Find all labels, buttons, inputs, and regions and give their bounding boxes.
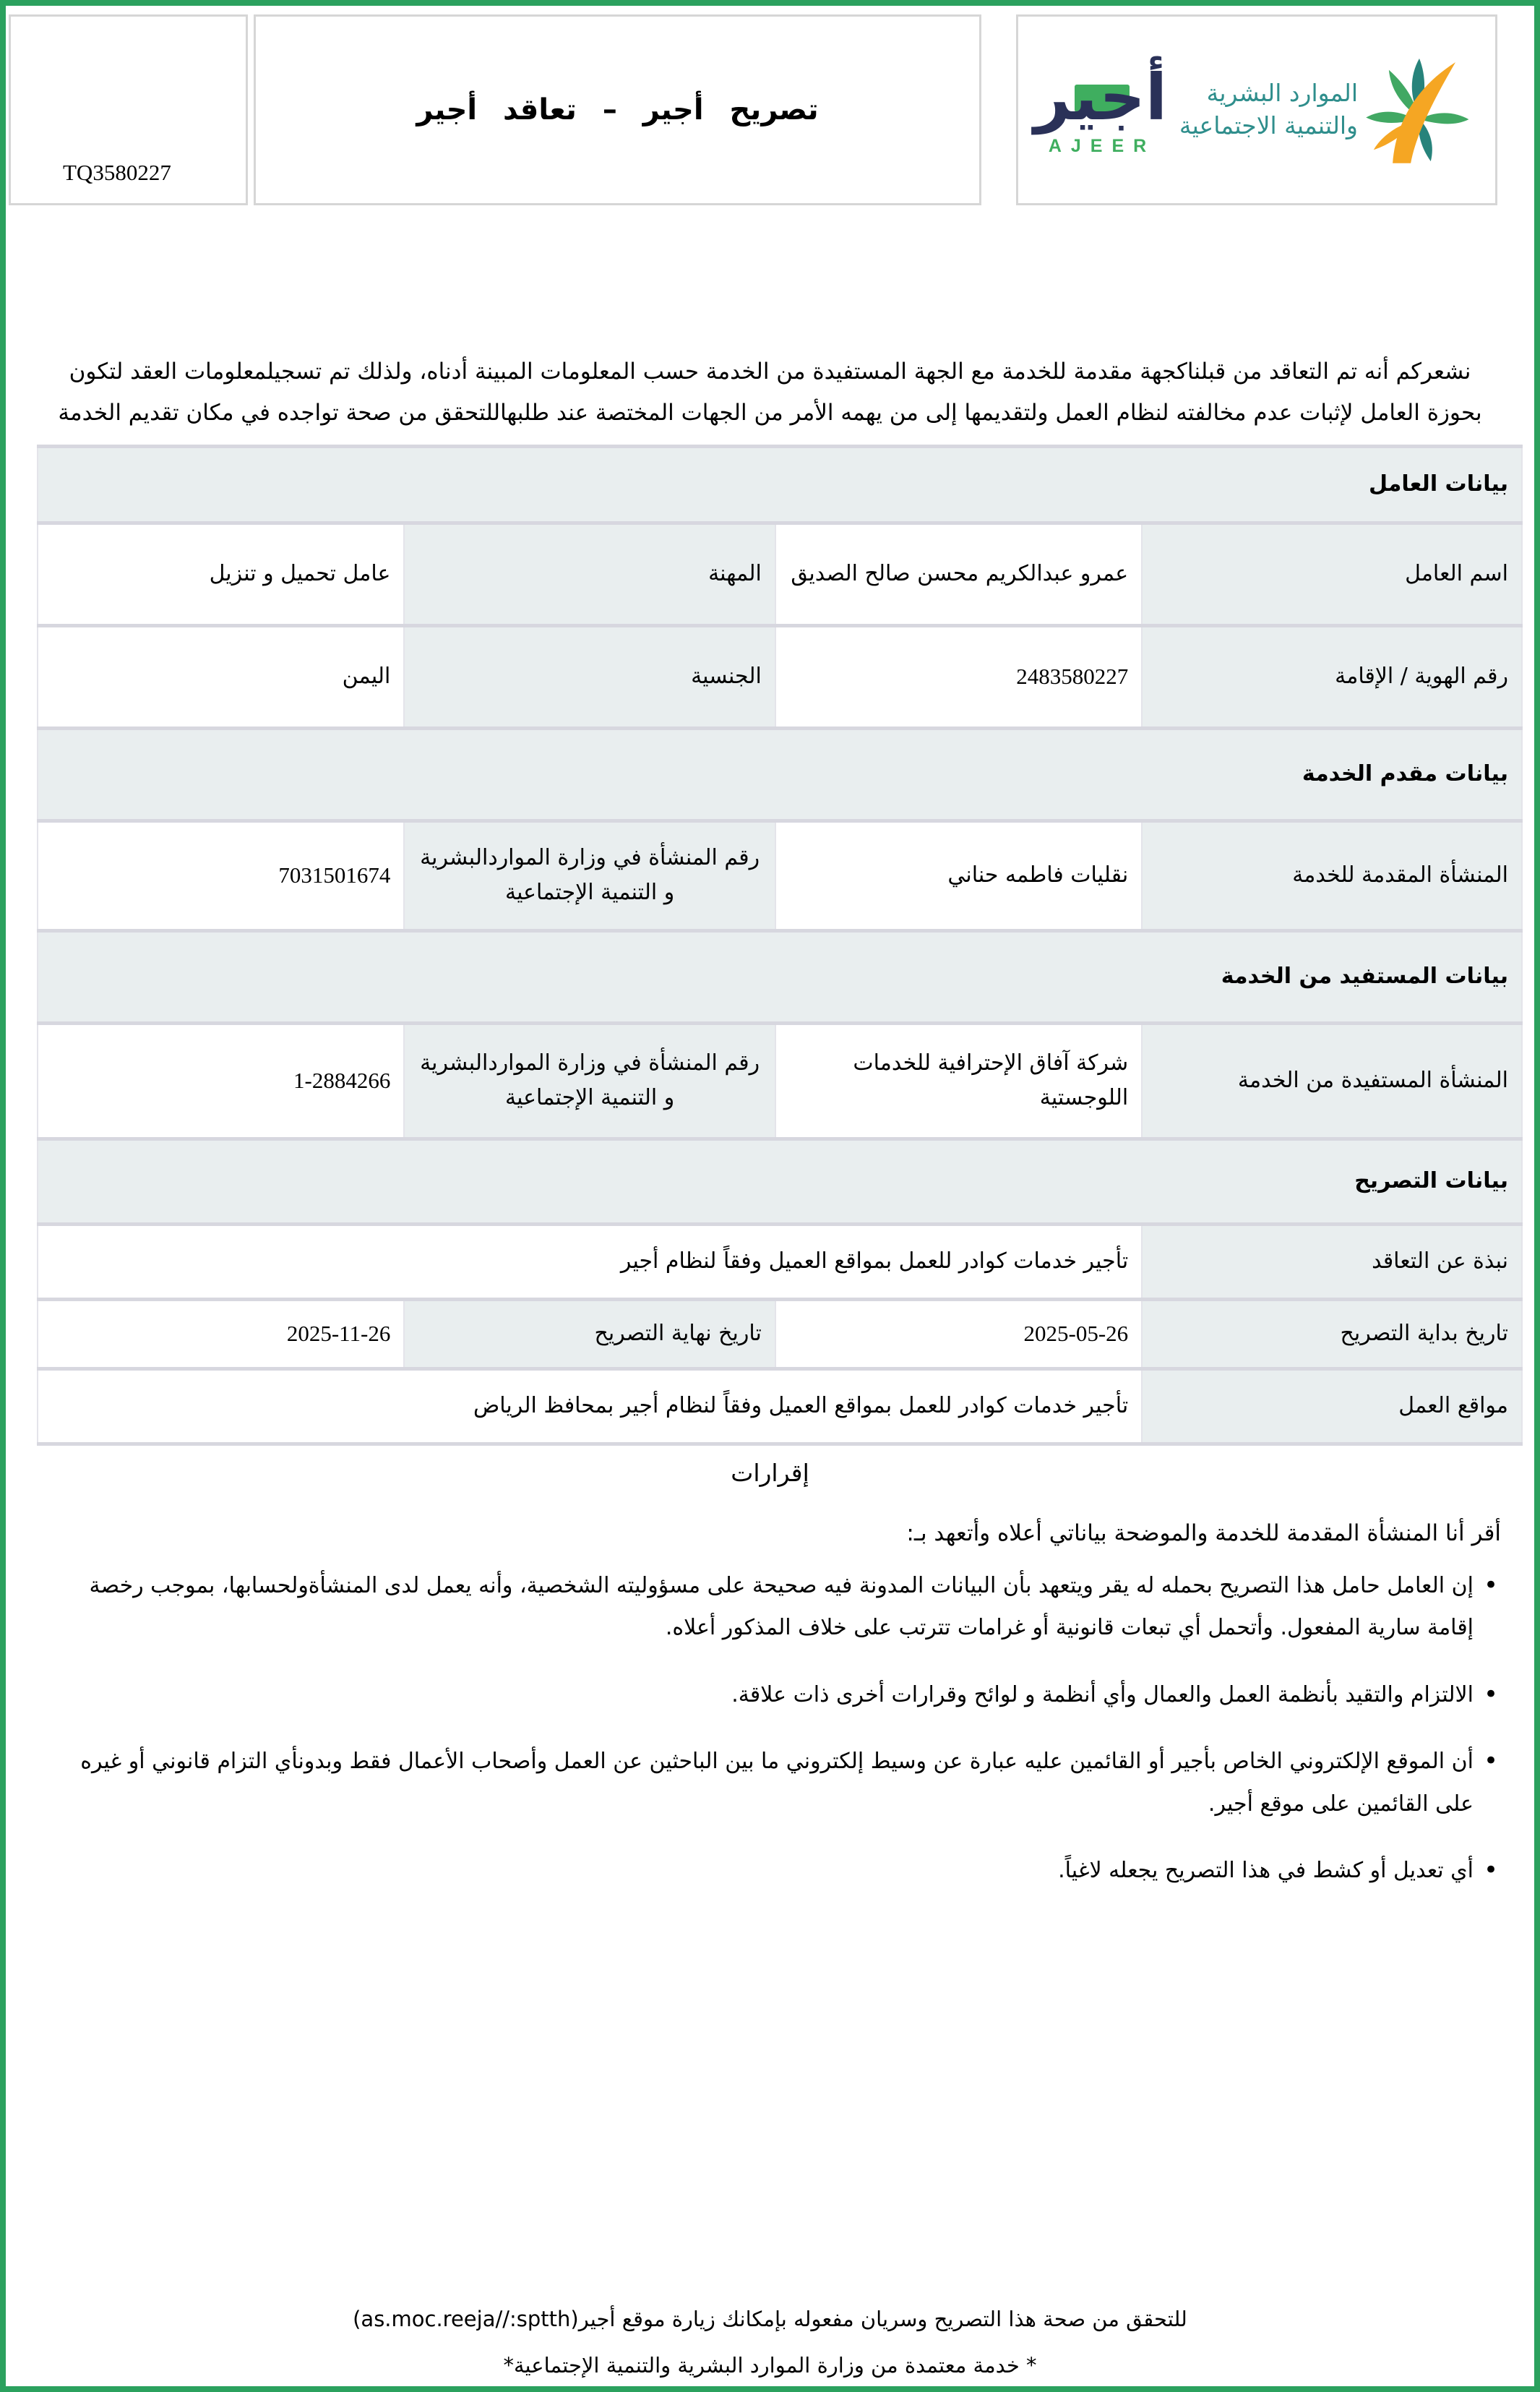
worker-name-value: عمرو عبدالكريم محسن صالح الصديق bbox=[775, 523, 1142, 625]
section-title-permit: بيانات التصريح bbox=[38, 1139, 1522, 1224]
worker-name-label: اسم العامل bbox=[1142, 523, 1522, 625]
beneficiary-number-label: رقم المنشأة في وزارة المواردالبشرية و التنمية الإجتماعية bbox=[404, 1023, 775, 1139]
provider-number-label: رقم المنشأة في وزارة المواردالبشرية و التنمية الإجتماعية bbox=[404, 820, 775, 930]
ministry-logo bbox=[1179, 53, 1476, 167]
about-value: تأجير خدمات كوادر للعمل بمواقع العميل وفقاً لنظام أجير bbox=[38, 1224, 1142, 1299]
start-date: 2025-05-26 bbox=[1023, 1321, 1129, 1347]
declarations-title: إقرارات bbox=[731, 1458, 809, 1487]
ministry-name bbox=[1179, 77, 1358, 142]
worker-id-row bbox=[38, 625, 1522, 728]
profession-label: المهنة bbox=[404, 523, 775, 625]
ministry-name-line2: والتنمية الاجتماعية bbox=[1179, 111, 1358, 140]
section-row-permit bbox=[38, 1139, 1522, 1224]
section-title-provider: بيانات مقدم الخدمة bbox=[38, 728, 1522, 820]
beneficiary-number: 1-2884266 bbox=[293, 1068, 391, 1094]
section-row-provider bbox=[38, 728, 1522, 820]
provider-row bbox=[38, 820, 1522, 930]
declaration-item-text: أي تعديل أو كشط في هذا التصريح يجعله لاغياً. bbox=[1058, 1858, 1474, 1884]
about-label: نبذة عن التعاقد bbox=[1142, 1224, 1522, 1299]
declaration-item bbox=[52, 1850, 1498, 1892]
beneficiary-establishment-label: المنشأة المستفيدة من الخدمة bbox=[1142, 1023, 1522, 1139]
permit-number-box bbox=[9, 14, 248, 205]
logo-box bbox=[1016, 14, 1497, 205]
ministry-name-line1: الموارد البشرية bbox=[1206, 79, 1358, 108]
section-row-beneficiary bbox=[38, 930, 1522, 1023]
declaration-item bbox=[52, 1741, 1498, 1825]
nationality-value: اليمن bbox=[38, 625, 404, 728]
start-date-value bbox=[775, 1299, 1142, 1368]
ajeer-logo bbox=[1033, 60, 1167, 157]
beneficiary-establishment-value: شركة آفاق الإحترافية للخدمات اللوجستية bbox=[775, 1023, 1142, 1139]
footer-verify-text: للتحقق من صحة هذا التصريح وسريان مفعوله بإمكانك زيارة موقع أجير bbox=[578, 2307, 1187, 2331]
declaration-item-text: أن الموقع الإلكتروني الخاص بأجير أو القائمين عليه عبارة عن وسيط إلكتروني ما بين الباحثين عن العمل وأصحاب الأعمال فقط وبدونأي التزام قانوني أو غيره على القائمين على موقع أجير. bbox=[80, 1749, 1474, 1817]
title-box bbox=[254, 14, 981, 205]
provider-number-value bbox=[38, 820, 404, 930]
beneficiary-number-value bbox=[38, 1023, 404, 1139]
header bbox=[9, 14, 1534, 205]
section-row-worker bbox=[38, 446, 1522, 523]
permit-table bbox=[37, 445, 1523, 1446]
contract-about-row bbox=[38, 1224, 1522, 1299]
hrsd-palm-icon bbox=[1362, 53, 1476, 167]
declaration-item-text: إن العامل حامل هذا التصريح بحمله له يقر ويتعهد بأن البيانات المدونة فيه صحيحة على مسؤوليته الشخصية، وأنه يعمل لدى المنشأةولحسابها، بموجب رخصة إقامة سارية المفعول. وأتحمل أي تبعات قانونية أو غرامات تترتب على خلاف المذكور أعلاه. bbox=[89, 1572, 1474, 1641]
worker-name-row bbox=[38, 523, 1522, 625]
provider-establishment-label: المنشأة المقدمة للخدمة bbox=[1142, 820, 1522, 930]
provider-establishment-value: نقليات فاطمه حناني bbox=[775, 820, 1142, 930]
footer-verify-url: (as.moc.reeja//:sptth) bbox=[353, 2307, 579, 2331]
nationality-label: الجنسية bbox=[404, 625, 775, 728]
end-date-label: تاريخ نهاية التصريح bbox=[404, 1299, 775, 1368]
id-value bbox=[775, 625, 1142, 728]
declarations-list bbox=[6, 1565, 1534, 1892]
end-date: 2025-11-26 bbox=[286, 1321, 391, 1347]
end-date-value bbox=[38, 1299, 404, 1368]
section-title-worker: بيانات العامل bbox=[38, 446, 1522, 523]
footer bbox=[6, 2307, 1534, 2378]
intro-paragraph: نشعركم أنه تم التعاقد من قبلناكجهة مقدمة للخدمة مع الجهة المستفيدة من الخدمة حسب المعلومات المبينة أدناه، ولذلك تم تسجيلمعلومات العقد لتكون بحوزة العامل لإثبات عدم مخالفته لنظام العمل ولتقديمها إلى من يهمه الأمر من الجهات المختصة عند طلبهاللتحقق من صحة تواجده في مكان تقديم الخدمة bbox=[58, 359, 1482, 426]
declarations-intro: أقر أنا المنشأة المقدمة للخدمة والموضحة بياناتي أعلاه وأتعهد بـ: bbox=[906, 1519, 1501, 1546]
declaration-item bbox=[52, 1674, 1498, 1717]
ajeer-logo-arabic: أجير bbox=[1033, 60, 1167, 135]
locations-value: تأجير خدمات كوادر للعمل بمواقع العميل وفقاً لنظام أجير بمحافظ الرياض bbox=[38, 1368, 1142, 1444]
beneficiary-row bbox=[38, 1023, 1522, 1139]
footer-approved-line: * خدمة معتمدة من وزارة الموارد البشرية والتنمية الإجتماعية* bbox=[503, 2353, 1037, 2378]
locations-label: مواقع العمل bbox=[1142, 1368, 1522, 1444]
start-date-label: تاريخ بداية التصريح bbox=[1142, 1299, 1522, 1368]
profession-value: عامل تحميل و تنزيل bbox=[38, 523, 404, 625]
declaration-item-text: الالتزام والتقيد بأنظمة العمل والعمال وأي أنظمة و لوائح وقرارات أخرى ذات علاقة. bbox=[731, 1681, 1474, 1707]
footer-verify-line bbox=[6, 2307, 1534, 2331]
permit-dates-row bbox=[38, 1299, 1522, 1368]
provider-number: 7031501674 bbox=[278, 862, 391, 888]
work-locations-row bbox=[38, 1368, 1522, 1444]
id-number: 2483580227 bbox=[1016, 664, 1129, 690]
id-label: رقم الهوية / الإقامة bbox=[1142, 625, 1522, 728]
page-title: تصريح أجير – تعاقد أجير bbox=[416, 93, 819, 127]
ajeer-logo-latin: AJEER bbox=[1048, 135, 1156, 156]
permit-number: TQ3580227 bbox=[63, 160, 171, 185]
declaration-item bbox=[52, 1565, 1498, 1650]
section-title-beneficiary: بيانات المستفيد من الخدمة bbox=[38, 930, 1522, 1023]
